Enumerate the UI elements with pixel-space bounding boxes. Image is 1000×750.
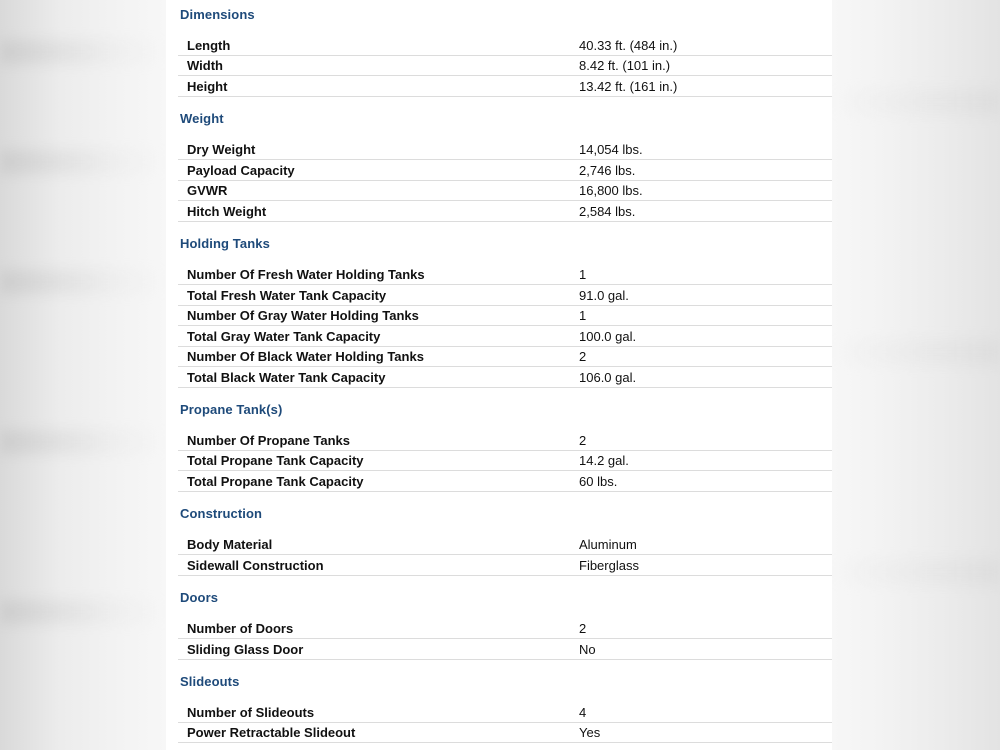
spec-row-sliding-glass-door [178,639,832,660]
section-title-holding-tanks: Holding Tanks [180,236,270,251]
spec-label: Sidewall Construction [187,558,324,573]
spec-label: Dry Weight [187,142,256,157]
spec-label: Payload Capacity [187,163,295,178]
spec-value: 14,054 lbs. [579,142,643,157]
spec-value: Fiberglass [579,558,639,573]
spec-row-propane-tanks [178,430,832,451]
spec-value: 106.0 gal. [579,370,637,385]
spec-label: Number Of Fresh Water Holding Tanks [187,267,425,282]
spec-row-sidewall [178,555,832,576]
spec-label: Width [187,58,223,73]
spec-value: 2,584 lbs. [579,204,636,219]
spec-label: Total Propane Tank Capacity [187,453,364,468]
spec-row-length [178,35,832,56]
spec-value: 2 [579,621,587,636]
spec-label: Height [187,79,228,94]
spec-label: Power Retractable Slideout [187,725,356,740]
section-title-construction: Construction [180,506,263,521]
spec-row-fresh-capacity [178,285,832,306]
spec-label: Body Material [187,537,273,552]
spec-row-hitch-weight [178,201,832,222]
spec-row-width [178,55,832,76]
spec-label: Hitch Weight [187,204,267,219]
specifications-panel [166,0,832,750]
section-title-dimensions: Dimensions [180,7,255,22]
spec-label: Total Gray Water Tank Capacity [187,329,381,344]
spec-row-height [178,76,832,97]
spec-label: Total Black Water Tank Capacity [187,370,386,385]
spec-row-power-slideout [178,722,832,743]
spec-label: Number of Doors [187,621,294,636]
spec-value: 60 lbs. [579,474,618,489]
spec-value: Aluminum [579,537,637,552]
spec-label: GVWR [187,183,228,198]
spec-value: 1 [579,308,587,323]
spec-value: 2 [579,349,587,364]
spec-label: Number Of Gray Water Holding Tanks [187,308,419,323]
spec-row-dry-weight [178,139,832,160]
spec-value: 4 [579,705,587,720]
spec-row-propane-capacity-lbs [178,471,832,492]
spec-label: Number Of Propane Tanks [187,433,351,448]
spec-row-payload-capacity [178,160,832,181]
spec-row-gvwr [178,180,832,201]
spec-row-fresh-tanks [178,264,832,285]
background-smear [0,430,166,454]
spec-row-body-material [178,534,832,555]
background-smear [0,600,166,624]
spec-value: 2,746 lbs. [579,163,636,178]
spec-value: 14.2 gal. [579,453,629,468]
section-title-weight: Weight [180,111,224,126]
background-smear [832,340,1000,364]
background-smear [0,270,166,294]
section-title-slideouts: Slideouts [180,674,240,689]
spec-label: Sliding Glass Door [187,642,304,657]
spec-value: 8.42 ft. (101 in.) [579,58,671,73]
spec-value: 2 [579,433,587,448]
section-title-propane: Propane Tank(s) [180,402,283,417]
background-smear [832,90,1000,114]
spec-label: Number Of Black Water Holding Tanks [187,349,424,364]
spec-row-propane-capacity-gal [178,450,832,471]
background-smear [832,560,1000,584]
spec-value: 40.33 ft. (484 in.) [579,38,678,53]
spec-value: No [579,642,596,657]
spec-label: Total Propane Tank Capacity [187,474,364,489]
spec-value: 16,800 lbs. [579,183,643,198]
spec-value: 100.0 gal. [579,329,637,344]
spec-label: Number of Slideouts [187,705,315,720]
background-smear [0,40,166,64]
spec-value: 1 [579,267,587,282]
spec-row-number-of-doors [178,618,832,639]
spec-value: 13.42 ft. (161 in.) [579,79,678,94]
spec-label: Length [187,38,231,53]
background-smear [0,150,166,174]
spec-row-gray-capacity [178,326,832,347]
spec-label: Total Fresh Water Tank Capacity [187,288,387,303]
spec-value: Yes [579,725,601,740]
section-title-doors: Doors [180,590,219,605]
spec-row-number-of-slideouts [178,702,832,723]
spec-row-black-tanks [178,346,832,367]
spec-value: 91.0 gal. [579,288,629,303]
spec-row-gray-tanks [178,305,832,326]
spec-row-black-capacity [178,367,832,388]
